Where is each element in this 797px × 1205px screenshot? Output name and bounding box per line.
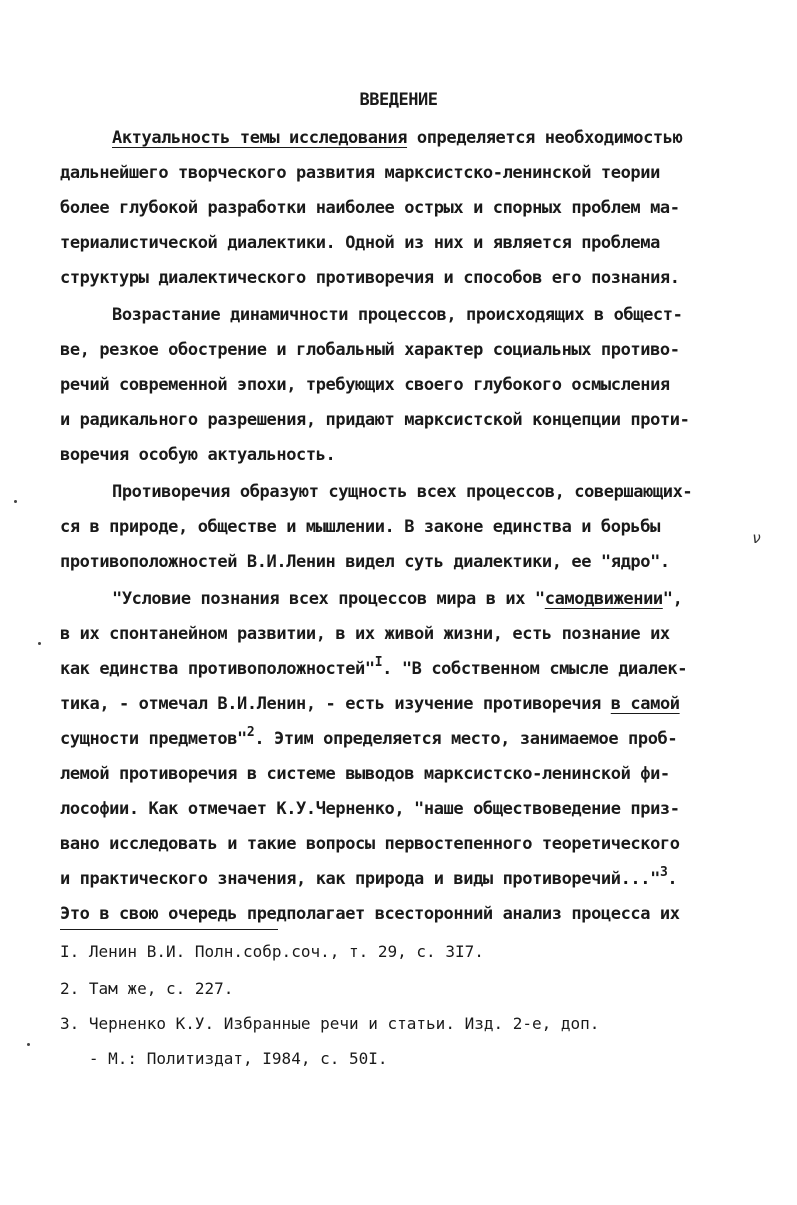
paragraph-2-line: ве, резкое обострение и глобальный характер социальных противо- (60, 340, 680, 360)
paragraph-1-line-1: Актуальность темы исследования определяется необходимостью (112, 128, 683, 148)
footnote-separator (60, 929, 278, 930)
paragraph-2-line: воречия особую актуальность. (60, 445, 336, 465)
footnote-1: I. Ленин В.И. Полн.собр.соч., т. 29, с. 3I7. (60, 942, 484, 961)
paragraph-4-line: сущности предметов"$^2$. Этим определяется место, занимаемое проб- (60, 725, 678, 749)
scan-speck (14, 500, 17, 503)
paragraph-4-line: в их спонтанейном развитии, в их живой жизни, есть познание их (60, 624, 670, 644)
paragraph-4-line: Это в свою очередь предполагает всесторонний анализ процесса их (60, 904, 680, 924)
footnote-ref-1: I (374, 655, 383, 670)
paragraph-1-line: более глубокой разработки наиболее острых и спорных проблем ма- (60, 198, 680, 218)
paragraph-4-line: лософии. Как отмечает К.У.Черненко, "наше обществоведение приз- (60, 799, 680, 819)
paragraph-4-line: как единства противоположностей"$^I$. "В собственном смысле диалек- (60, 655, 688, 679)
paragraph-3-line: противоположностей В.И.Ленин видел суть диалектики, ее "ядро". (60, 552, 670, 572)
paragraph-4-line: вано исследовать и такие вопросы первостепенного теоретического (60, 834, 680, 854)
underlined-word: самодвижении (544, 589, 663, 609)
scan-speck (38, 642, 41, 645)
footnote-ref-3: 3 (659, 865, 668, 880)
margin-check-mark: ν (752, 529, 762, 547)
paragraph-4-line: "Условие познания всех процессов мира в их "самодвижении", (112, 589, 683, 609)
paragraph-1-line: структуры диалектического противоречия и способов его познания. (60, 268, 680, 288)
footnote-3-continuation: - М.: Политиздат, I984, с. 50I. (60, 1049, 388, 1068)
underlined-phrase: Актуальность темы исследования (112, 128, 408, 148)
underlined-phrase: в самой (610, 694, 680, 714)
paragraph-3-line: ся в природе, обществе и мышлении. В законе единства и борьбы (60, 517, 660, 537)
footnote-3: 3. Черненко К.У. Избранные речи и статьи. Изд. 2-е, доп. (60, 1014, 600, 1033)
paragraph-1-line: териалистической диалектики. Одной из них и является проблема (60, 233, 660, 253)
paragraph-4-line: тика, - отмечал В.И.Ленин, - есть изучение противоречия в самой (60, 694, 680, 714)
scan-speck (27, 1043, 30, 1046)
footnote-2: 2. Там же, с. 227. (60, 979, 234, 998)
paragraph-4-line: и практического значения, как природа и виды противоречий..."$^3$. (60, 865, 678, 889)
page-title: ВВЕДЕНИЕ (359, 90, 438, 110)
paragraph-2-line: речий современной эпохи, требующих своего глубокого осмысления (60, 375, 670, 395)
paragraph-2-line: Возрастание динамичности процессов, происходящих в общест- (112, 305, 683, 325)
paragraph-4-line: лемой противоречия в системе выводов марксистско-ленинской фи- (60, 764, 670, 784)
footnote-ref-2: 2 (246, 725, 255, 740)
paragraph-2-line: и радикального разрешения, придают марксистской концепции проти- (60, 410, 690, 430)
paragraph-3-line: Противоречия образуют сущность всех процессов, совершающих- (112, 482, 693, 502)
paragraph-1-line: дальнейшего творческого развития марксистско-ленинской теории (60, 163, 660, 183)
